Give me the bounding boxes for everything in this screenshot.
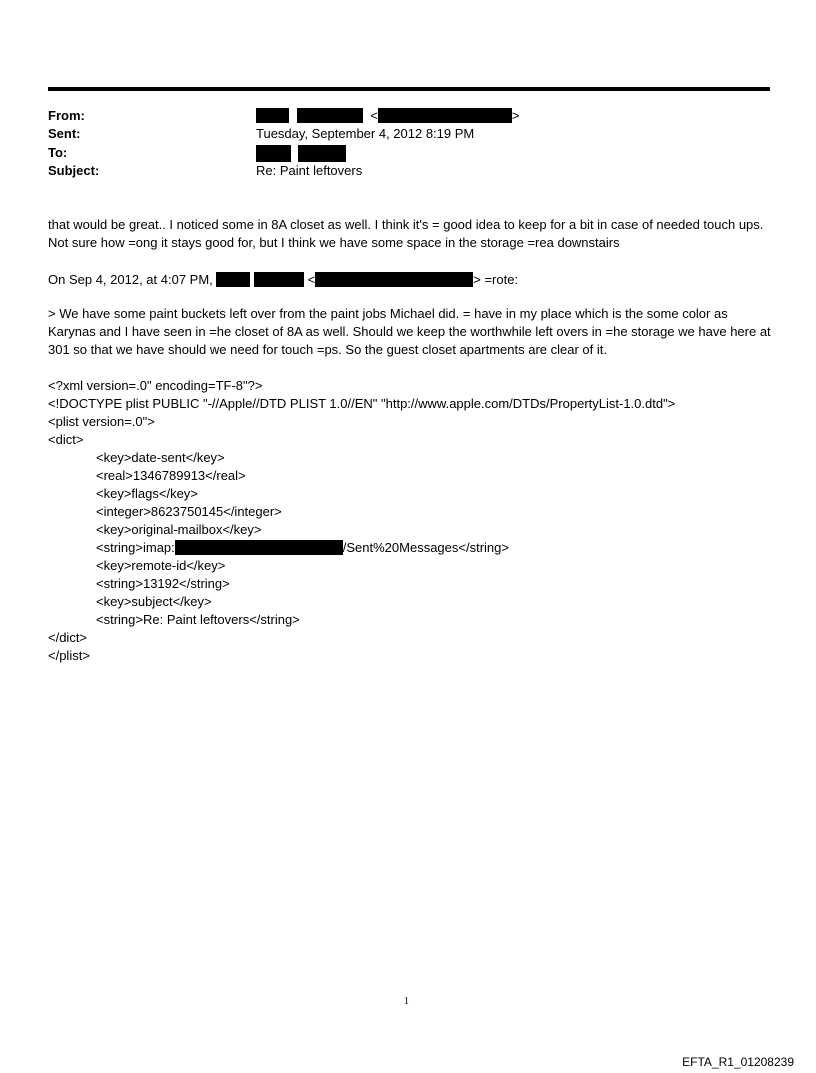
plist-line: <key>subject</key>	[96, 594, 212, 609]
from-label: From:	[48, 108, 85, 123]
redaction-block	[256, 108, 289, 123]
redaction-block	[216, 272, 250, 287]
bates-number: EFTA_R1_01208239	[682, 1055, 794, 1069]
plist-line: <string>Re: Paint leftovers</string>	[96, 612, 300, 627]
to-value	[256, 145, 346, 163]
redaction-block	[297, 108, 363, 123]
redaction-block	[175, 540, 343, 555]
redaction-block	[315, 272, 473, 287]
plist-line: <key>original-mailbox</key>	[96, 522, 262, 537]
plist-line: <key>remote-id</key>	[96, 558, 226, 573]
redaction-block	[254, 272, 304, 287]
plist-line: <dict>	[48, 432, 84, 447]
plist-line: <real>1346789913</real>	[96, 468, 246, 483]
quoted-text: > We have some paint buckets left over from the paint jobs Michael did. = have in my place which is the some color as Karynas and I have seen in =he closet of 8A as well. Should we keep the worthwhile left overs in =he storage we have here at 301 so that we have should we need for touch =ps. So the guest closet apartments are clear of it.	[48, 306, 771, 357]
subject-label: Subject:	[48, 163, 100, 178]
plist-line: <integer>8623750145</integer>	[96, 504, 282, 519]
redaction-block	[378, 108, 512, 123]
from-value	[256, 108, 519, 124]
attribution-suffix: > =rote:	[473, 272, 519, 287]
redaction-block	[298, 145, 346, 162]
to-label: To:	[48, 145, 68, 160]
from-close-bracket: >	[511, 108, 520, 123]
subject-value: Re: Paint leftovers	[256, 163, 363, 178]
reply-text: that would be great.. I noticed some in 8A closet as well. I think it's = good idea to keep for a bit in case of needed touch ups. Not sure how =ong it stays good for, but I think we have some space in the storage =rea downstairs	[48, 217, 764, 250]
plist-line: </dict>	[48, 630, 88, 645]
attribution-prefix: On Sep 4, 2012, at 4:07 PM,	[48, 272, 213, 287]
page-number: 1	[404, 996, 409, 1007]
plist-line	[96, 539, 509, 557]
plist-line: </plist>	[48, 648, 90, 663]
sent-value: Tuesday, September 4, 2012 8:19 PM	[256, 126, 475, 141]
redaction-block	[256, 145, 291, 162]
attribution-open: <	[307, 272, 316, 287]
plist-imap-prefix: <string>imap:	[96, 540, 175, 555]
plist-imap-suffix: /Sent%20Messages</string>	[342, 540, 509, 555]
attribution-line	[48, 271, 518, 289]
plist-line: <string>13192</string>	[96, 576, 230, 591]
from-open-bracket: <	[370, 108, 378, 123]
header-rule	[48, 87, 770, 91]
plist-line: <plist version=.0">	[48, 414, 155, 429]
plist-line: <key>flags</key>	[96, 486, 198, 501]
plist-line: <key>date-sent</key>	[96, 450, 225, 465]
plist-line: <?xml version=.0" encoding=TF-8"?>	[48, 378, 263, 393]
plist-line: <!DOCTYPE plist PUBLIC "-//Apple//DTD PLIST 1.0//EN" "http://www.apple.com/DTDs/PropertyList-1.0.dtd">	[48, 396, 676, 411]
sent-label: Sent:	[48, 126, 81, 141]
